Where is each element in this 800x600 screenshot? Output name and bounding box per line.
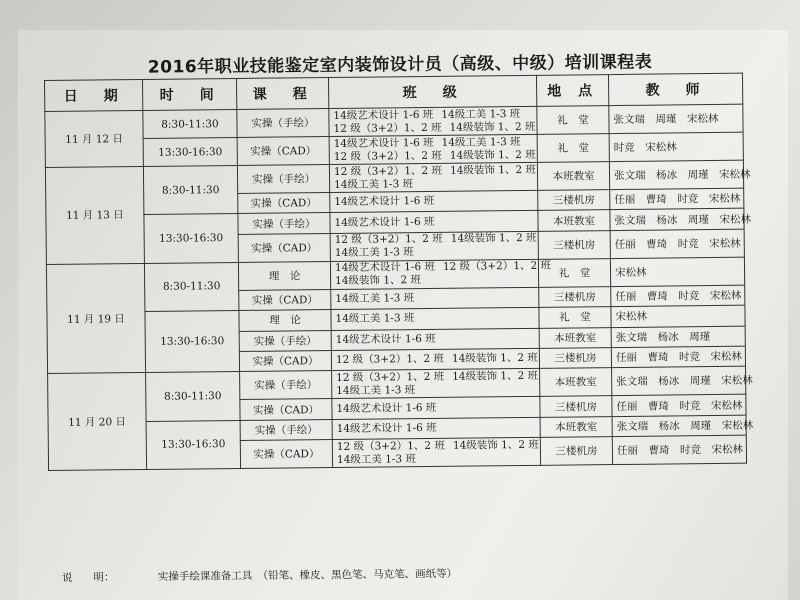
class-name: 12 级（3+2）1、2 班	[333, 121, 442, 135]
class-name: 14级艺术设计 1-6 班	[333, 108, 434, 122]
teacher-cell: 任丽 曹琦 时竞 宋松林	[610, 188, 744, 210]
course-cell: 实操（CAD）	[237, 137, 329, 166]
header-class: 班 级	[328, 75, 536, 108]
class-name: 14级艺术设计 1-6 班	[336, 421, 437, 435]
class-line	[334, 232, 537, 247]
class-name: 14级艺术设计 1-6 班	[335, 332, 436, 346]
time-cell: 13:30-16:30	[143, 137, 237, 166]
teacher-cell: 张文瑞 杨冰 周瑾 宋松林	[612, 415, 746, 437]
class-name: 12 级（3+2）1、2 班	[336, 370, 445, 384]
class-line	[333, 163, 536, 178]
teacher-cell: 宋松林	[610, 257, 744, 286]
page-title: 2016年职业技能鉴定室内装饰设计员（高级、中级）培训课程表	[147, 52, 653, 78]
course-cell: 实操（CAD）	[239, 350, 331, 371]
class-name: 14级工美 1-3 班	[334, 177, 414, 191]
place-cell: 三楼机房	[540, 437, 612, 466]
class-line	[333, 120, 536, 135]
class-line	[335, 311, 534, 326]
teacher-cell: 任丽 曹琦 时竞 宋松林	[612, 395, 746, 417]
class-line	[334, 194, 533, 209]
header-date: 日 期	[45, 79, 143, 111]
class-name: 14级装饰 1、2 班	[449, 163, 536, 177]
date-cell: 11 月 12 日	[45, 110, 144, 167]
class-cell	[332, 417, 540, 440]
schedule-table	[44, 73, 754, 471]
class-name: 14级装饰 1、2 班	[451, 351, 538, 365]
class-name: 12 级（3+2）1、2 班	[335, 352, 445, 367]
class-cell	[332, 369, 540, 399]
time-cell: 8:30-11:30	[146, 372, 241, 421]
class-name: 14级工美 1-3 班	[441, 135, 521, 149]
course-cell: 实操（手绘）	[240, 419, 332, 440]
course-cell: 实操（CAD）	[240, 399, 332, 420]
time-cell: 13:30-16:30	[145, 311, 240, 373]
header-place: 地 点	[536, 75, 608, 107]
class-line	[335, 351, 538, 367]
place-cell: 礼 堂	[537, 106, 609, 135]
place-cell: 礼 堂	[539, 307, 611, 328]
class-line	[334, 259, 552, 275]
teacher-cell: 任丽 曹琦 时竞 宋松林	[612, 435, 746, 464]
class-name: 14级艺术设计 1-6 班	[334, 215, 435, 229]
teacher-cell: 张文瑞 杨冰 周瑾 宋松林	[610, 209, 744, 231]
course-cell: 理 论	[239, 310, 331, 331]
place-cell: 三楼机房	[538, 230, 610, 259]
class-name: 14级工美 1-3 班	[335, 312, 415, 326]
class-cell	[331, 328, 539, 351]
header-teacher: 教 师	[608, 73, 742, 105]
course-cell: 实操（CAD）	[238, 233, 330, 262]
class-name: 14级艺术设计 1-6 班	[333, 136, 434, 150]
class-name: 12 级（3+2）1、2 班	[442, 259, 552, 274]
class-line	[335, 245, 534, 260]
class-cell	[329, 162, 537, 192]
teacher-cell: 张文瑞 周瑾 宋松林	[609, 104, 743, 133]
date-cell: 11 月 19 日	[46, 263, 145, 374]
class-name: 14级工美 1-3 班	[335, 292, 415, 305]
class-name: 12 级（3+2）1、2 班	[336, 439, 445, 453]
class-line	[335, 291, 534, 306]
class-line	[333, 148, 536, 163]
teacher-cell: 任丽 曹琦 时竞 宋松林	[611, 346, 745, 368]
class-name: 14级工美 1-3 班	[336, 383, 416, 397]
class-name: 14级装饰 1、2 班	[452, 369, 539, 383]
class-line	[337, 421, 536, 436]
teacher-cell: 任丽 曹琦 时竞 宋松林	[611, 285, 745, 307]
class-name: 14级装饰 1、2 班	[335, 274, 422, 288]
place-cell: 三楼机房	[539, 286, 611, 307]
class-cell	[330, 259, 552, 289]
date-cell: 11 月 13 日	[45, 166, 144, 264]
teacher-cell: 时竞 宋松林	[609, 132, 743, 161]
class-cell	[330, 231, 538, 261]
time-cell: 13:30-16:30	[146, 420, 241, 469]
class-cell	[331, 348, 539, 371]
place-cell: 本班教室	[540, 416, 612, 437]
class-name: 14级装饰 1、2 班	[449, 120, 536, 134]
place-cell: 本班教室	[538, 210, 610, 231]
teacher-cell: 任丽 曹琦 时竞 宋松林	[610, 229, 744, 258]
place-cell: 礼 堂	[537, 134, 609, 163]
course-cell: 实操（CAD）	[238, 193, 330, 214]
class-name: 12 级（3+2）1、2 班	[334, 233, 443, 247]
place-cell: 本班教室	[540, 368, 612, 397]
time-cell: 8:30-11:30	[143, 109, 237, 138]
class-line	[334, 176, 533, 191]
class-cell	[329, 134, 537, 164]
place-cell: 礼 堂	[538, 258, 610, 287]
class-cell	[330, 211, 538, 234]
course-cell: 实操（手绘）	[237, 165, 329, 194]
place-cell: 三楼机房	[539, 348, 611, 369]
course-cell: 实操（手绘）	[240, 371, 332, 400]
time-cell: 8:30-11:30	[144, 262, 239, 311]
class-name: 12 级（3+2）1、2 班	[333, 149, 442, 163]
place-cell: 本班教室	[537, 162, 609, 191]
class-line	[336, 369, 539, 385]
class-name: 14级艺术设计 1-6 班	[336, 401, 437, 415]
place-cell: 三楼机房	[538, 190, 610, 211]
class-line	[336, 383, 535, 398]
date-cell: 11 月 20 日	[48, 373, 147, 471]
class-name: 14级艺术设计 1-6 班	[334, 195, 435, 209]
class-cell	[332, 397, 540, 420]
class-cell	[331, 308, 539, 331]
place-cell: 本班教室	[539, 327, 611, 348]
course-cell: 理 论	[238, 261, 330, 290]
teacher-cell: 张文瑞 杨冰 周瑾 宋松林	[612, 367, 746, 396]
place-cell: 三楼机房	[540, 396, 612, 417]
class-name: 14级装饰 1、2 班	[452, 438, 539, 452]
class-line	[336, 438, 539, 453]
time-cell: 8:30-11:30	[143, 165, 238, 214]
class-line	[337, 451, 536, 466]
course-cell: 实操（CAD）	[240, 440, 332, 469]
course-cell: 实操（手绘）	[239, 330, 331, 351]
teacher-cell: 张文瑞 杨冰 周瑾	[611, 326, 745, 348]
time-cell: 13:30-16:30	[144, 214, 239, 263]
class-line	[335, 273, 534, 288]
class-line	[336, 400, 535, 415]
class-line	[334, 214, 533, 229]
teacher-cell: 宋松林	[611, 305, 745, 327]
class-name: 14级装饰 1、2 班	[450, 232, 537, 246]
course-cell: 实操（手绘）	[238, 213, 330, 234]
class-name: 14级装饰 1、2 班	[449, 148, 536, 162]
class-cell	[332, 437, 540, 467]
header-time: 时 间	[142, 78, 236, 110]
class-cell	[330, 190, 538, 213]
note-text: 实操手绘课准备工具 （铅笔、橡皮、黑色笔、马克笔、画纸等）	[157, 567, 458, 584]
header-course: 课 程	[236, 78, 328, 110]
course-cell: 实操（CAD）	[239, 289, 331, 310]
class-name: 14级艺术设计 1-6 班	[334, 261, 435, 275]
note-label: 说 明：	[61, 571, 115, 585]
class-line	[336, 332, 535, 347]
class-name: 14级工美 1-3 班	[441, 107, 521, 121]
teacher-cell: 张文瑞 杨冰 周瑾 宋松林	[609, 160, 743, 189]
course-cell: 实操（手绘）	[237, 109, 329, 138]
class-name: 14级工美 1-3 班	[336, 452, 417, 466]
class-name: 12 级（3+2）1、2 班	[333, 164, 443, 178]
class-cell	[331, 287, 539, 310]
schedule-body	[45, 104, 754, 470]
class-cell	[329, 106, 537, 136]
class-name: 14级工美 1-3 班	[334, 246, 414, 260]
